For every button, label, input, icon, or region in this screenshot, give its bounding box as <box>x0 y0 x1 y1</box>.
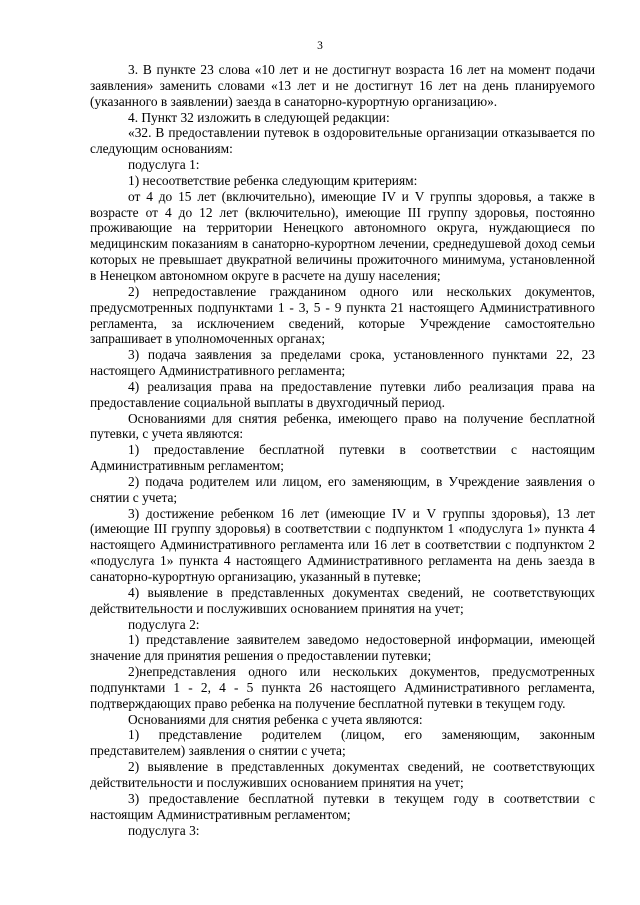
paragraph: 4) реализация права на предоставление путевки либо реализация права на предоставление социальной выплаты в двухгодичный период. <box>90 378 595 410</box>
paragraph: от 4 до 15 лет (включительно), имеющие IV и V группы здоровья, а также в возрасте от 4 до 12 лет (включительно), имеющие III группу здоровья, постоянно проживающие на территории Ненецкого автономного округа, нуждающиеся по медицинским показаниям в санаторно-курортном лечении, среднедушевой доход семьи которых не превышает двукратной величины прожиточного минимума, установленной в Ненецком автономном округе в расчете на душу населения; <box>90 188 595 283</box>
paragraph: 3. В пункте 23 слова «10 лет и не достигнут возраста 16 лет на момент подачи заявления» заменить словами «13 лет и не достигнут 16 лет на день планируемого (указанного в заявлении) заезда в санаторно-курортную организацию». <box>90 62 595 109</box>
paragraph: подуслуга 3: <box>128 822 200 838</box>
paragraph: 4. Пункт 32 изложить в следующей редакции: <box>128 109 390 125</box>
paragraph: подуслуга 2: <box>128 616 200 632</box>
paragraph: 1) представление заявителем заведомо недостоверной информации, имеющей значение для принятия решения о предоставлении путевки; <box>90 632 595 664</box>
page-number: 3 <box>317 40 323 52</box>
paragraph: 3) достижение ребенком 16 лет (имеющие IV и V группы здоровья), 13 лет (имеющие III группу здоровья) в соответствии с подпунктом 1 «подуслуга 1» пункта 4 настоящего Административного регламента или 16 лет в соответствии с подпунктом 2 «подуслуга 1» пункта 4 настоящего Административного регламента на день заезда в санаторно-курортную организацию, указанный в путевке; <box>90 505 595 584</box>
paragraph: 2) подача родителем или лицом, его заменяющим, в Учреждение заявления о снятии с учета; <box>90 473 595 505</box>
document-body <box>90 62 595 838</box>
paragraph: «32. В предоставлении путевок в оздоровительные организации отказывается по следующим основаниям: <box>90 125 595 157</box>
paragraph: 4) выявление в представленных документах сведений, не соответствующих действительности и послуживших основанием принятия на учет; <box>90 584 595 616</box>
paragraph: 2) непредоставление гражданином одного или нескольких документов, предусмотренных подпунктами 1 - 3, 5 - 9 пункта 21 настоящего Административного регламента, за исключением сведений, которые Учреждение самостоятельно запрашивает в уполномоченных органах; <box>90 283 595 347</box>
paragraph: подуслуга 1: <box>128 157 200 173</box>
paragraph: 2) выявление в представленных документах сведений, не соответствующих действительности и послуживших основанием принятия на учет; <box>90 759 595 790</box>
paragraph: 3) подача заявления за пределами срока, установленного пунктами 22, 23 настоящего Административного регламента; <box>90 347 595 379</box>
paragraph: 1) предоставление бесплатной путевки в соответствии с настоящим Административным регламентом; <box>90 442 595 474</box>
paragraph: Основаниями для снятия ребенка, имеющего право на получение бесплатной путевки, с учета являются: <box>90 410 595 442</box>
paragraph: 1) несоответствие ребенка следующим критериям: <box>128 172 418 188</box>
paragraph: 1) представление родителем (лицом, его заменяющим, законным представителем) заявления о снятии с учета; <box>90 727 595 759</box>
paragraph: 3) предоставление бесплатной путевки в текущем году в соответствии с настоящим Административным регламентом; <box>90 790 595 822</box>
paragraph: Основаниями для снятия ребенка с учета являются: <box>128 711 423 727</box>
paragraph: 2)непредставления одного или нескольких документов, предусмотренных подпунктами 1 - 2, 4 - 5 пункта 26 настоящего Административного регламента, подтверждающих право ребенка на получение бесплатной путевки в текущем году. <box>90 664 595 711</box>
